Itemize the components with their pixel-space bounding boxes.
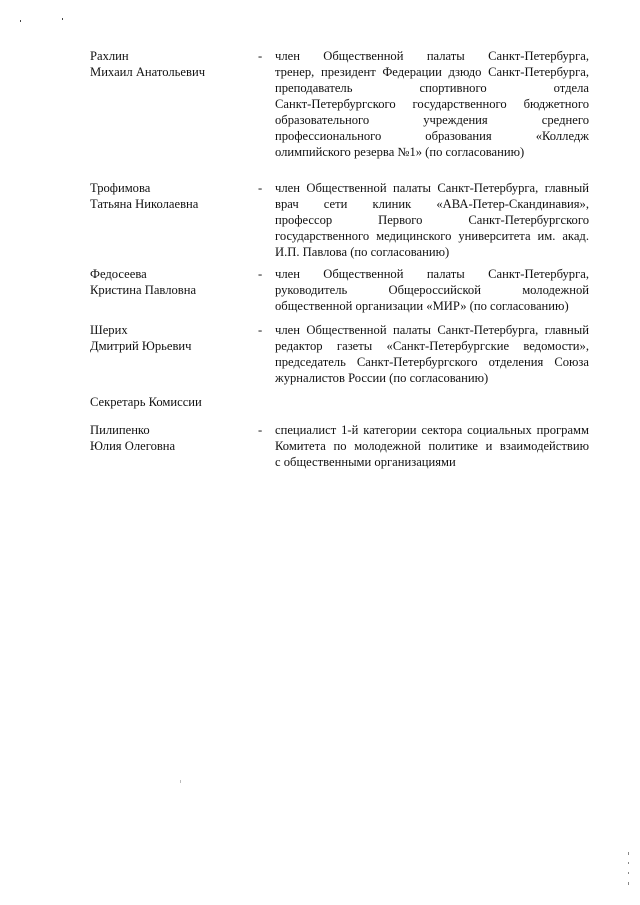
description-line: преподаватель спортивного отдела [275, 81, 589, 95]
member-name [90, 266, 250, 298]
dash-separator: - [258, 323, 263, 337]
scan-edge-mark [628, 852, 629, 855]
member-given-names: Дмитрий Юрьевич [90, 339, 192, 353]
member-description [275, 322, 589, 386]
secretary-heading: Секретарь Комиссии [90, 395, 202, 409]
member-description [275, 266, 589, 314]
secretary-name [90, 422, 250, 454]
member-surname: Рахлин [90, 49, 129, 63]
description-line: общественной организации «МИР» (по согласованию) [275, 299, 569, 313]
scan-speck [20, 20, 21, 22]
description-line: И.П. Павлова (по согласованию) [275, 245, 450, 259]
secretary-description [275, 422, 589, 470]
secretary-surname: Пилипенко [90, 423, 150, 437]
description-line: редактор газеты «Санкт-Петербургские ведомости», [275, 339, 589, 353]
description-line: председатель Санкт-Петербургского отделения Союза [275, 355, 589, 369]
member-description [275, 48, 589, 160]
scan-artifact [180, 780, 181, 783]
member-surname: Шерих [90, 323, 128, 337]
member-name [90, 180, 250, 212]
secretary-given-names: Юлия Олеговна [90, 439, 176, 453]
dash-separator: - [258, 267, 263, 281]
member-given-names: Татьяна Николаевна [90, 197, 199, 211]
description-line: тренер, президент Федерации дзюдо Санкт-Петербурга, [275, 65, 589, 79]
member-description [275, 180, 589, 260]
dash-separator: - [258, 181, 263, 195]
member-given-names: Кристина Павловна [90, 283, 197, 297]
member-name [90, 322, 250, 354]
description-line: профессионального образования «Колледж [275, 129, 589, 143]
description-line: профессор Первого Санкт-Петербургского [275, 213, 589, 227]
description-line: журналистов России (по согласованию) [275, 371, 489, 385]
description-line: специалист 1-й категории сектора социальных программ [275, 423, 589, 437]
description-line: Санкт-Петербургского государственного бюджетного [275, 97, 589, 111]
description-line: образовательного учреждения среднего [275, 113, 589, 127]
member-surname: Трофимова [90, 181, 151, 195]
description-line: член Общественной палаты Санкт-Петербурга, [275, 267, 589, 281]
dash-separator: - [258, 49, 263, 63]
member-name [90, 48, 250, 80]
description-line: член Общественной палаты Санкт-Петербурга, главный [275, 181, 589, 195]
description-line: с общественными организациями [275, 455, 456, 469]
description-line: член Общественной палаты Санкт-Петербурга, [275, 49, 589, 63]
dash-separator: - [258, 423, 263, 437]
description-line: Комитета по молодежной политике и взаимодействию [275, 439, 589, 453]
description-line: член Общественной палаты Санкт-Петербурга, главный [275, 323, 589, 337]
scan-speck [62, 18, 63, 20]
scan-edge-mark [628, 882, 629, 885]
scan-edge-mark [628, 862, 629, 864]
description-line: руководитель Общероссийской молодежной [275, 283, 589, 297]
member-given-names: Михаил Анатольевич [90, 65, 206, 79]
description-line: олимпийского резерва №1» (по согласованию) [275, 145, 525, 159]
scan-edge-mark [628, 872, 629, 874]
member-surname: Федосеева [90, 267, 147, 281]
description-line: врач сети клиник «АВА-Петер-Скандинавия», [275, 197, 589, 211]
description-line: государственного медицинского университета им. акад. [275, 229, 589, 243]
